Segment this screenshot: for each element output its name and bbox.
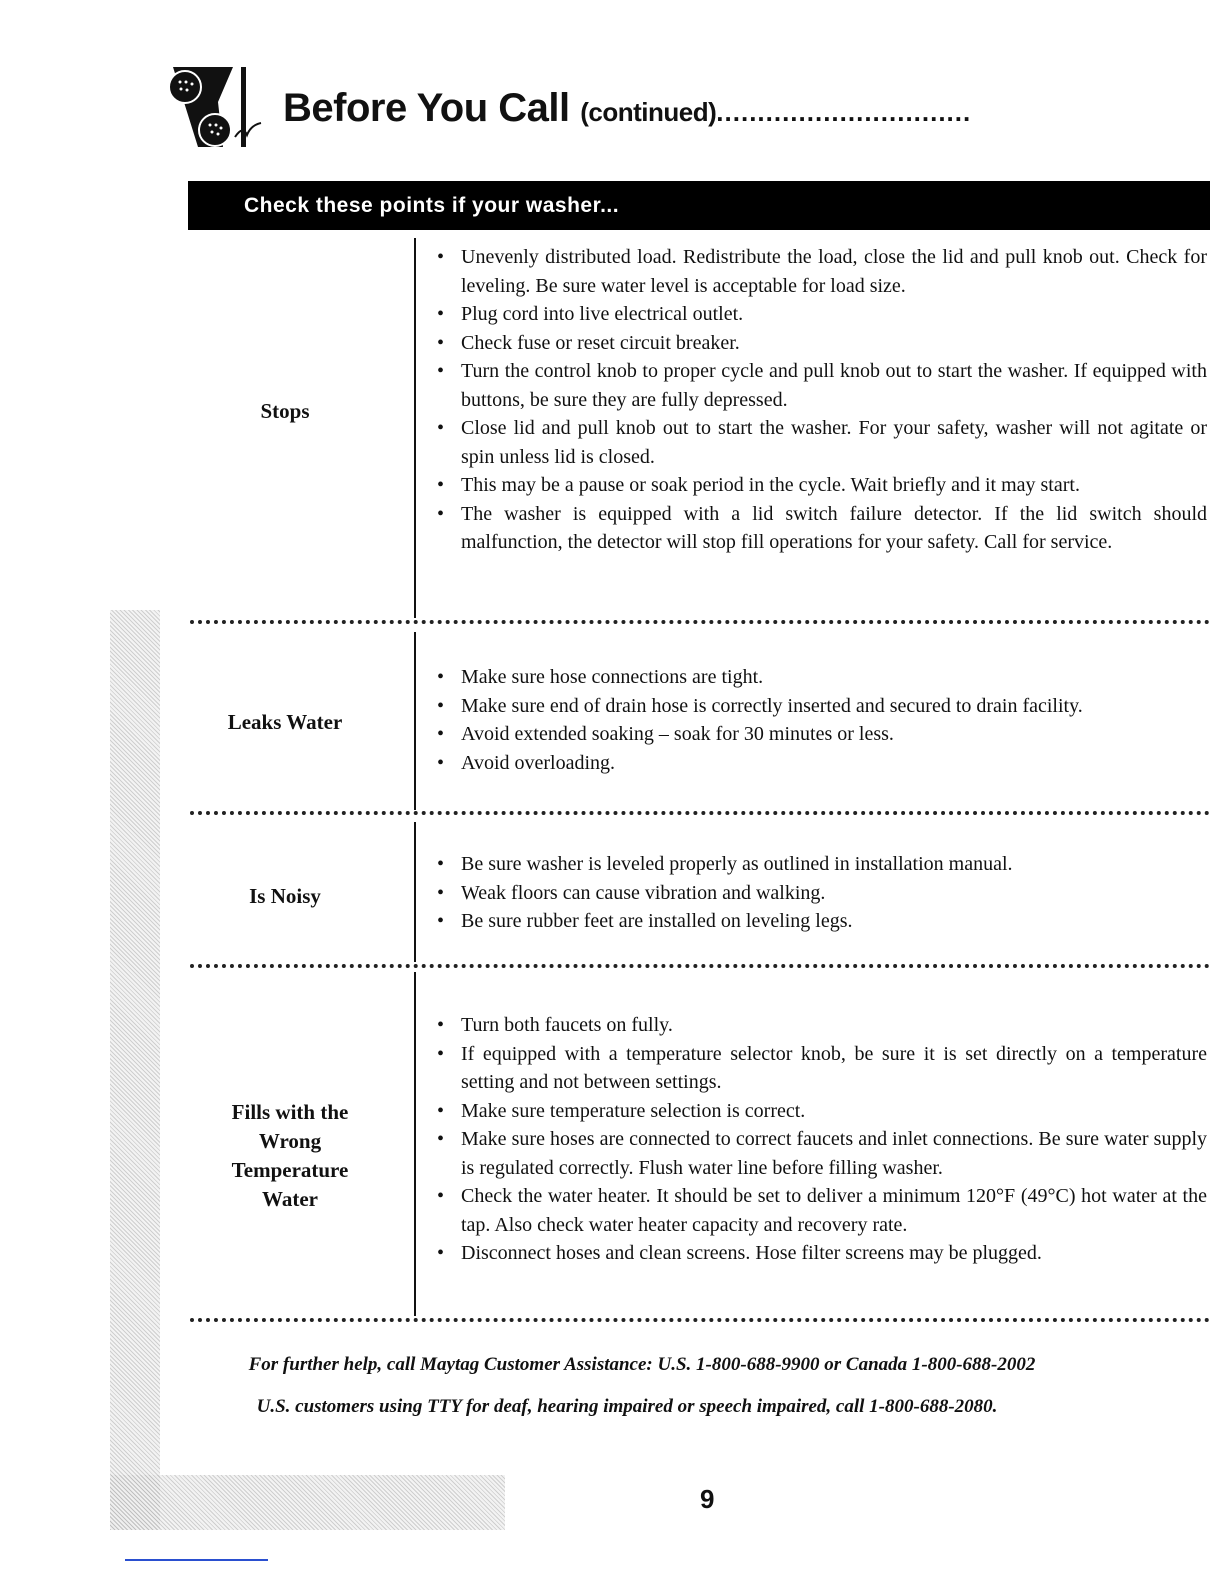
list-item: • The washer is equipped with a lid switch failure detector. If the lid switch should malfunction, the detector will stop fill operations for your safety. Call for service.: [435, 500, 1207, 557]
row-separator: [190, 1318, 1210, 1322]
checklist: [435, 850, 1207, 936]
page-number: 9: [700, 1484, 715, 1514]
list-item: • Be sure washer is leveled properly as outlined in installation manual.: [435, 850, 1207, 879]
tty-line: U.S. customers using TTY for deaf, hearing impaired or speech impaired, call 1-800-688-2080.: [256, 1396, 998, 1417]
list-item: • This may be a pause or soak period in the cycle. Wait briefly and it may start.: [435, 471, 1207, 500]
list-item: • Check fuse or reset circuit breaker.: [435, 329, 1207, 358]
section-banner: Check these points if your washer...: [188, 181, 1210, 230]
title-subtitle: (continued): [580, 97, 717, 127]
symptom-label: Stops: [260, 399, 310, 423]
list-item: • Make sure temperature selection is correct.: [435, 1097, 1207, 1126]
list-item: • Turn both faucets on fully.: [435, 1011, 1207, 1040]
list-item: • Make sure hose connections are tight.: [435, 663, 1207, 692]
scan-artifact-line: [125, 1559, 268, 1561]
list-item: • Make sure end of drain hose is correctly inserted and secured to drain facility.: [435, 692, 1207, 721]
checklist: [435, 663, 1207, 777]
list-item: • Close lid and pull knob out to start the washer. For your safety, washer will not agitate or spin unless lid is closed.: [435, 414, 1207, 471]
list-item: • If equipped with a temperature selector knob, be sure it is set directly on a temperature setting and not between settings.: [435, 1040, 1207, 1097]
title-text: Before You Call: [283, 86, 570, 130]
list-item: • Turn the control knob to proper cycle and pull knob out to start the washer. If equipped with buttons, be sure they are fully depressed.: [435, 357, 1207, 414]
list-item: • Make sure hoses are connected to correct faucets and inlet connections. Be sure water supply is regulated correctly. Flush water line before filling washer.: [435, 1125, 1207, 1182]
list-item: • Unevenly distributed load. Redistribute the load, close the lid and pull knob out. Check for leveling. Be sure water level is acceptable for load size.: [435, 243, 1207, 300]
list-item: • Be sure rubber feet are installed on leveling legs.: [435, 907, 1207, 936]
list-item: • Avoid extended soaking – soak for 30 minutes or less.: [435, 720, 1207, 749]
list-item: • Disconnect hoses and clean screens. Hose filter screens may be plugged.: [435, 1239, 1207, 1268]
decorative-texture: [110, 1475, 505, 1530]
list-item: • Avoid overloading.: [435, 749, 1207, 778]
column-divider: [414, 632, 416, 810]
checklist: [435, 1011, 1207, 1268]
row-separator: [190, 964, 1210, 968]
page-title: [283, 86, 971, 131]
row-separator: [190, 811, 1210, 815]
help-line: For further help, call Maytag Customer Assistance: U.S. 1-800-688-9900 or Canada 1-800-688-2002: [248, 1354, 1036, 1375]
checklist: [435, 243, 1207, 557]
column-divider: [414, 238, 416, 618]
symptom-label: Leaks Water: [227, 710, 343, 734]
row-separator: [190, 620, 1210, 624]
symptom-label: Fills with the Wrong Temperature Water: [231, 1100, 349, 1211]
decorative-texture: [110, 610, 160, 1530]
list-item: • Plug cord into live electrical outlet.: [435, 300, 1207, 329]
symptom-label: Is Noisy: [249, 884, 321, 908]
list-item: • Check the water heater. It should be set to deliver a minimum 120°F (49°C) hot water at the tap. Also check water heater capacity and recovery rate.: [435, 1182, 1207, 1239]
list-item: • Weak floors can cause vibration and walking.: [435, 879, 1207, 908]
washer-hose-icon: [163, 62, 268, 152]
title-leader: ...............................: [716, 97, 972, 127]
column-divider: [414, 822, 416, 962]
column-divider: [414, 972, 416, 1316]
